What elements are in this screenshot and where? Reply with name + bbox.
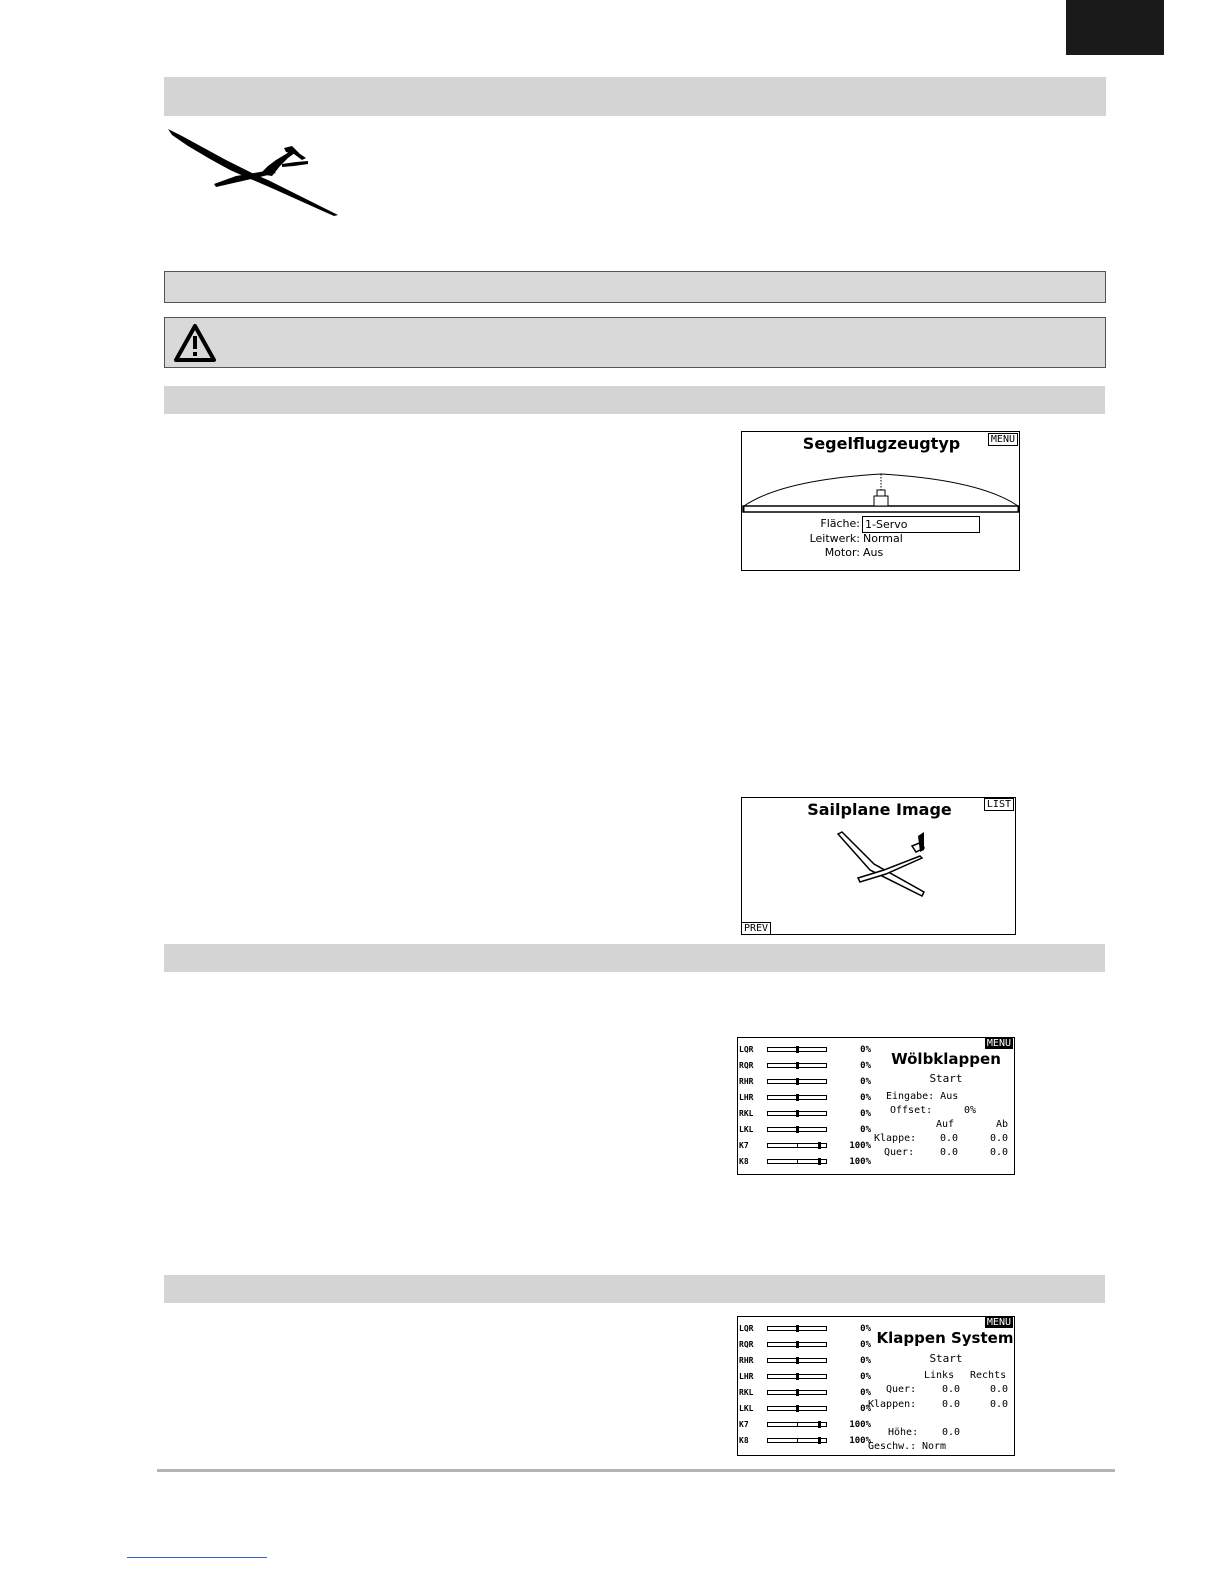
page-tab-marker xyxy=(1066,0,1164,55)
channel-value: 100% xyxy=(849,1420,871,1430)
start-label[interactable]: Start xyxy=(929,1352,963,1365)
channel-label: LHR xyxy=(739,1093,754,1102)
channel-bar xyxy=(767,1095,827,1100)
channel-row xyxy=(739,1140,874,1154)
lcd-woelbklappen-screen xyxy=(737,1037,1015,1175)
col-ab: Ab xyxy=(996,1119,1009,1130)
channel-bar-center xyxy=(797,1423,798,1426)
channel-value: 100% xyxy=(849,1141,871,1151)
channel-bar xyxy=(767,1079,827,1084)
channel-bar xyxy=(767,1390,827,1395)
section-header-bar-5 xyxy=(164,1275,1105,1303)
channel-row xyxy=(739,1156,874,1170)
channel-row xyxy=(739,1076,874,1090)
warning-triangle-icon xyxy=(173,323,217,363)
eingabe-value[interactable]: Eingabe: Aus xyxy=(886,1091,959,1102)
channel-label: RHR xyxy=(739,1356,754,1365)
channel-bar xyxy=(767,1422,827,1427)
channel-position-marker xyxy=(796,1046,799,1053)
channel-bar xyxy=(767,1374,827,1379)
channel-value: 0% xyxy=(860,1372,871,1382)
channel-position-marker xyxy=(796,1126,799,1133)
offset-label: Offset: xyxy=(890,1105,933,1116)
channel-position-marker xyxy=(796,1341,799,1348)
channel-bar xyxy=(767,1438,827,1443)
channel-row xyxy=(739,1060,874,1074)
flaeche-select[interactable] xyxy=(862,516,980,533)
channel-bar xyxy=(767,1406,827,1411)
channel-row xyxy=(739,1092,874,1106)
quer-auf[interactable]: 0.0 xyxy=(940,1147,959,1158)
quer-label: Quer: xyxy=(886,1384,917,1395)
channel-row xyxy=(739,1403,874,1417)
motor-label: Motor: xyxy=(824,546,860,559)
lcd-segelflugzeugtyp-screen xyxy=(741,431,1020,571)
section-header-bar-3 xyxy=(164,386,1105,414)
wing-diagram xyxy=(742,462,1020,518)
channel-value: 100% xyxy=(849,1157,871,1167)
channel-bar-center xyxy=(797,1439,798,1442)
channel-position-marker xyxy=(796,1389,799,1396)
menu-tag[interactable]: MENU xyxy=(986,1317,1011,1328)
channel-label: K8 xyxy=(739,1157,749,1166)
channel-label: LHR xyxy=(739,1372,754,1381)
section-header-bar-4 xyxy=(164,944,1105,972)
offset-value[interactable]: 0% xyxy=(964,1105,977,1116)
col-auf: Auf xyxy=(936,1119,955,1130)
quer-links[interactable]: 0.0 xyxy=(942,1384,961,1395)
channel-position-marker xyxy=(796,1405,799,1412)
channel-row xyxy=(739,1339,874,1353)
channel-value: 0% xyxy=(860,1061,871,1071)
channel-position-marker xyxy=(818,1142,821,1149)
leitwerk-label: Leitwerk: xyxy=(809,532,860,545)
geschw-value[interactable]: Norm xyxy=(922,1441,947,1452)
list-tag[interactable]: LIST xyxy=(984,798,1014,811)
quer-label: Quer: xyxy=(884,1147,915,1158)
channel-row xyxy=(739,1419,874,1433)
footer-divider xyxy=(157,1469,1115,1472)
flaeche-label: Fläche: xyxy=(820,517,860,530)
channel-row xyxy=(739,1387,874,1401)
channel-bar xyxy=(767,1111,827,1116)
klappen-rechts[interactable]: 0.0 xyxy=(990,1399,1009,1410)
channel-bar-center xyxy=(797,1144,798,1147)
motor-value[interactable]: Aus xyxy=(863,546,884,559)
channel-value: 0% xyxy=(860,1125,871,1135)
channel-monitor xyxy=(739,1323,874,1451)
klappe-label: Klappe: xyxy=(874,1133,917,1144)
channel-bar-center xyxy=(797,1160,798,1163)
channel-row xyxy=(739,1323,874,1337)
section-header-bar-1 xyxy=(164,77,1106,116)
footer-link-underline xyxy=(127,1557,267,1558)
menu-tag[interactable]: MENU xyxy=(988,433,1018,446)
sailplane-icon xyxy=(832,828,932,900)
channel-bar xyxy=(767,1127,827,1132)
channel-position-marker xyxy=(818,1158,821,1165)
channel-position-marker xyxy=(796,1062,799,1069)
channel-row xyxy=(739,1044,874,1058)
geschw-label: Geschw.: xyxy=(868,1441,917,1452)
channel-bar xyxy=(767,1047,827,1052)
channel-position-marker xyxy=(796,1078,799,1085)
channel-label: RKL xyxy=(739,1388,754,1397)
channel-value: 100% xyxy=(849,1436,871,1446)
channel-value: 0% xyxy=(860,1109,871,1119)
section-header-bar-2 xyxy=(164,271,1106,303)
channel-row xyxy=(739,1355,874,1369)
channel-row xyxy=(739,1435,874,1449)
hoehe-label: Höhe: xyxy=(888,1427,919,1438)
channel-position-marker xyxy=(796,1357,799,1364)
channel-value: 0% xyxy=(860,1045,871,1055)
glider-silhouette-icon xyxy=(164,124,344,220)
channel-bar xyxy=(767,1143,827,1148)
channel-position-marker xyxy=(818,1437,821,1444)
channel-label: RKL xyxy=(739,1109,754,1118)
channel-position-marker xyxy=(796,1373,799,1380)
start-label[interactable]: Start xyxy=(929,1072,963,1085)
screen-title: Klappen System xyxy=(876,1329,1014,1347)
channel-label: RHR xyxy=(739,1077,754,1086)
leitwerk-value[interactable]: Normal xyxy=(863,532,903,545)
lcd-klappen-system-screen xyxy=(737,1316,1015,1456)
channel-label: RQR xyxy=(739,1340,754,1349)
quer-ab[interactable]: 0.0 xyxy=(990,1147,1009,1158)
channel-label: K8 xyxy=(739,1436,749,1445)
channel-row xyxy=(739,1371,874,1385)
channel-value: 0% xyxy=(860,1356,871,1366)
screen-title: Segelflugzeugtyp xyxy=(802,434,961,453)
hoehe-value[interactable]: 0.0 xyxy=(942,1427,961,1438)
warning-box xyxy=(164,317,1106,368)
channel-bar xyxy=(767,1326,827,1331)
col-links: Links xyxy=(924,1370,955,1381)
screen-title: Wölbklappen xyxy=(891,1050,1001,1068)
channel-position-marker xyxy=(796,1094,799,1101)
channel-bar xyxy=(767,1342,827,1347)
channel-monitor xyxy=(739,1044,874,1172)
prev-tag[interactable]: PREV xyxy=(741,922,771,935)
channel-value: 0% xyxy=(860,1388,871,1398)
channel-value: 0% xyxy=(860,1404,871,1414)
channel-bar xyxy=(767,1358,827,1363)
channel-value: 0% xyxy=(860,1340,871,1350)
lcd-sailplane-image-screen xyxy=(741,797,1016,935)
klappe-ab[interactable]: 0.0 xyxy=(990,1133,1009,1144)
klappen-label: Klappen: xyxy=(868,1399,917,1410)
channel-position-marker xyxy=(796,1110,799,1117)
quer-rechts[interactable]: 0.0 xyxy=(990,1384,1009,1395)
channel-bar xyxy=(767,1159,827,1164)
channel-row xyxy=(739,1124,874,1138)
channel-position-marker xyxy=(796,1325,799,1332)
klappe-auf[interactable]: 0.0 xyxy=(940,1133,959,1144)
flaeche-value: 1-Servo xyxy=(865,518,908,531)
screen-title: Sailplane Image xyxy=(807,800,952,819)
channel-label: K7 xyxy=(739,1141,749,1150)
channel-value: 0% xyxy=(860,1324,871,1334)
channel-row xyxy=(739,1108,874,1122)
channel-label: RQR xyxy=(739,1061,754,1070)
channel-label: LQR xyxy=(739,1324,754,1333)
klappen-links[interactable]: 0.0 xyxy=(942,1399,961,1410)
menu-tag[interactable]: MENU xyxy=(986,1038,1011,1049)
channel-label: LQR xyxy=(739,1045,754,1054)
channel-bar xyxy=(767,1063,827,1068)
channel-value: 0% xyxy=(860,1093,871,1103)
col-rechts: Rechts xyxy=(970,1370,1007,1381)
channel-label: LKL xyxy=(739,1404,754,1413)
channel-label: K7 xyxy=(739,1420,749,1429)
channel-label: LKL xyxy=(739,1125,754,1134)
channel-position-marker xyxy=(818,1421,821,1428)
channel-value: 0% xyxy=(860,1077,871,1087)
